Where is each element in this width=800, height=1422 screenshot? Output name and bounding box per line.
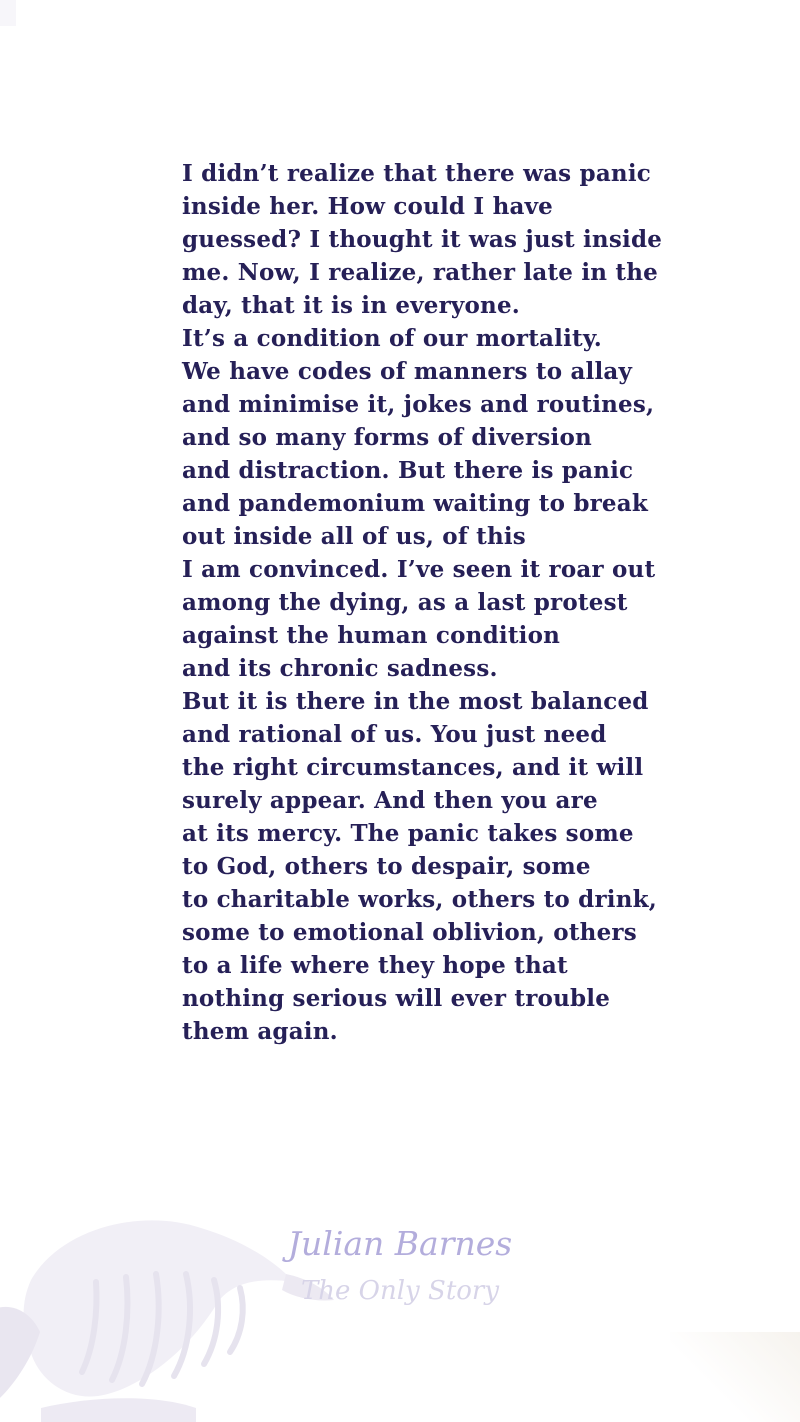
quote-line: It’s a condition of our mortality. [182,325,602,352]
corner-glow [670,1332,800,1422]
quote-line: among the dying, as a last protest [182,589,628,616]
quote-line: against the human condition [182,622,561,649]
corner-artifact [0,0,16,26]
quote-text [182,157,663,1048]
quote-line: and rational of us. You just need [182,721,607,748]
quote-line: to God, others to despair, some [182,853,591,880]
book-title: The Only Story [300,1276,500,1306]
quote-line: me. Now, I realize, rather late in the [182,259,658,286]
quote-line: We have codes of manners to allay [182,358,633,385]
quote-line: guessed? I thought it was just inside [182,226,663,253]
quote-line: the right circumstances, and it will [182,754,644,781]
quote-line: to a life where they hope that [182,952,568,979]
quote-line: But it is there in the most balanced [182,688,649,715]
quote-line: inside her. How could I have [182,193,554,220]
quote-line: and pandemonium waiting to break [182,490,648,517]
quote-line: surely appear. And then you are [182,787,598,814]
quote-line: and distraction. But there is panic [182,457,634,484]
quote-line: and minimise it, jokes and routines, [182,391,655,418]
author-name: Julian Barnes [287,1224,513,1263]
quote-line: at its mercy. The panic takes some [182,820,634,847]
quote-line: day, that it is in everyone. [182,292,520,319]
quote-line: them again. [182,1018,338,1045]
quote-line: and its chronic sadness. [182,655,498,682]
quote-line: I am convinced. I’ve seen it roar out [182,556,656,583]
quote-line: I didn’t realize that there was panic [182,160,651,187]
quote-line: to charitable works, others to drink, [182,886,657,913]
quote-line: some to emotional oblivion, others [182,919,637,946]
attribution [0,1224,800,1306]
quote-line: and so many forms of diversion [182,424,592,451]
quote-line: out inside all of us, of this [182,523,526,550]
quote-line: nothing serious will ever trouble [182,985,611,1012]
